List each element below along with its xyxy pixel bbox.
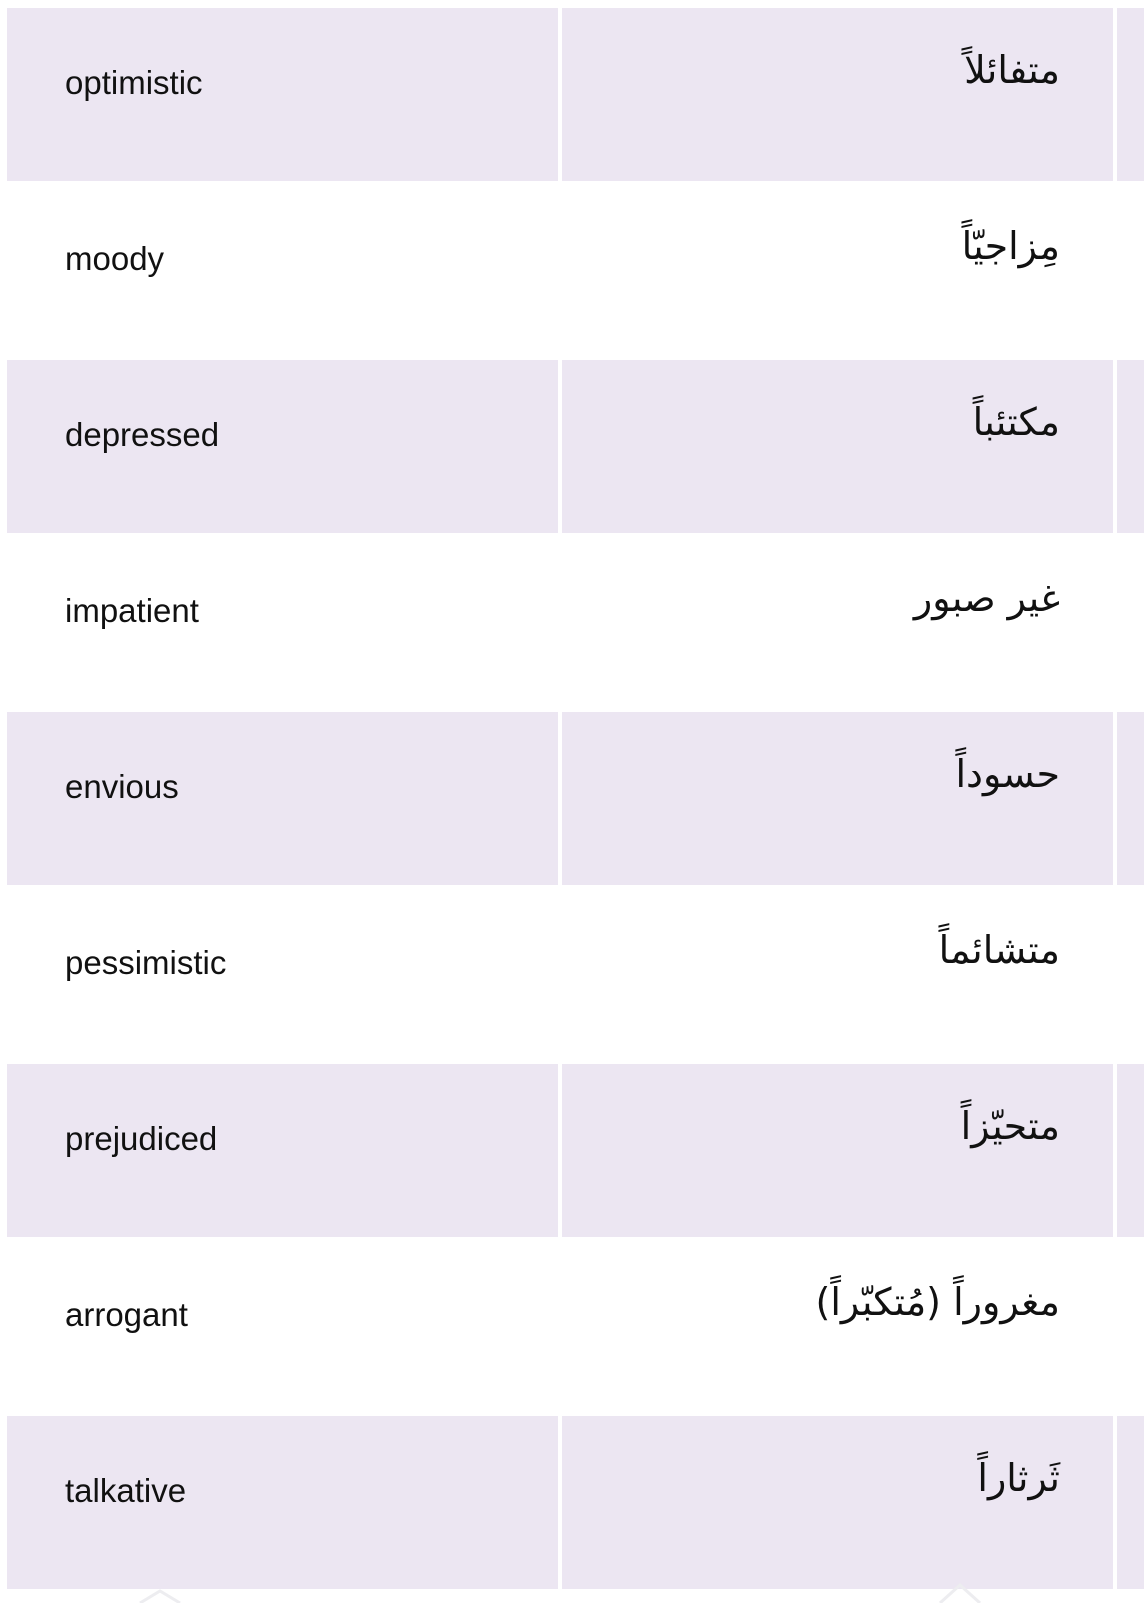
arabic-word: مِزاجيّاً bbox=[961, 223, 1060, 268]
table-row bbox=[7, 8, 1144, 181]
arabic-word: غير صبور bbox=[913, 575, 1060, 620]
edge-cell bbox=[1117, 360, 1144, 533]
arabic-word: متشائماً bbox=[938, 927, 1060, 972]
table-row bbox=[7, 888, 1144, 1061]
vocabulary-table bbox=[7, 8, 1144, 1589]
edge-cell bbox=[1117, 184, 1144, 357]
edge-cell bbox=[1117, 536, 1144, 709]
table-row bbox=[7, 536, 1144, 709]
arabic-cell bbox=[562, 360, 1113, 533]
english-cell bbox=[7, 360, 558, 533]
english-cell bbox=[7, 1416, 558, 1589]
arabic-word: مكتئباً bbox=[972, 399, 1060, 444]
english-cell bbox=[7, 184, 558, 357]
english-cell bbox=[7, 712, 558, 885]
table-row bbox=[7, 1240, 1144, 1413]
english-cell bbox=[7, 1064, 558, 1237]
arabic-cell bbox=[562, 184, 1113, 357]
arabic-cell bbox=[562, 1416, 1113, 1589]
arabic-cell bbox=[562, 712, 1113, 885]
table-row bbox=[7, 1064, 1144, 1237]
english-word: optimistic bbox=[65, 63, 203, 101]
table-row bbox=[7, 1416, 1144, 1589]
arabic-cell bbox=[562, 8, 1113, 181]
arabic-cell bbox=[562, 1064, 1113, 1237]
english-cell bbox=[7, 888, 558, 1061]
english-word: depressed bbox=[65, 415, 220, 453]
arabic-word: مغروراً (مُتكبّراً) bbox=[815, 1279, 1060, 1324]
edge-cell bbox=[1117, 1064, 1144, 1237]
arabic-cell bbox=[562, 888, 1113, 1061]
english-word: arrogant bbox=[65, 1295, 188, 1333]
english-word: envious bbox=[65, 767, 179, 805]
edge-cell bbox=[1117, 1240, 1144, 1413]
english-cell bbox=[7, 536, 558, 709]
arabic-cell bbox=[562, 536, 1113, 709]
english-word: talkative bbox=[65, 1471, 187, 1509]
arabic-word: حسوداً bbox=[955, 751, 1060, 796]
arabic-cell bbox=[562, 1240, 1113, 1413]
arabic-word: متحيّزاً bbox=[960, 1103, 1060, 1148]
english-word: impatient bbox=[65, 591, 199, 629]
table-row bbox=[7, 184, 1144, 357]
english-word: prejudiced bbox=[65, 1119, 218, 1157]
table-row bbox=[7, 360, 1144, 533]
edge-cell bbox=[1117, 888, 1144, 1061]
english-word: pessimistic bbox=[65, 943, 227, 981]
edge-cell bbox=[1117, 8, 1144, 181]
english-word: moody bbox=[65, 239, 165, 277]
arabic-word: ثَرثاراً bbox=[977, 1455, 1060, 1500]
english-cell bbox=[7, 8, 558, 181]
edge-cell bbox=[1117, 712, 1144, 885]
table-row bbox=[7, 712, 1144, 885]
english-cell bbox=[7, 1240, 558, 1413]
arabic-word: متفائلاً bbox=[964, 47, 1060, 92]
edge-cell bbox=[1117, 1416, 1144, 1589]
